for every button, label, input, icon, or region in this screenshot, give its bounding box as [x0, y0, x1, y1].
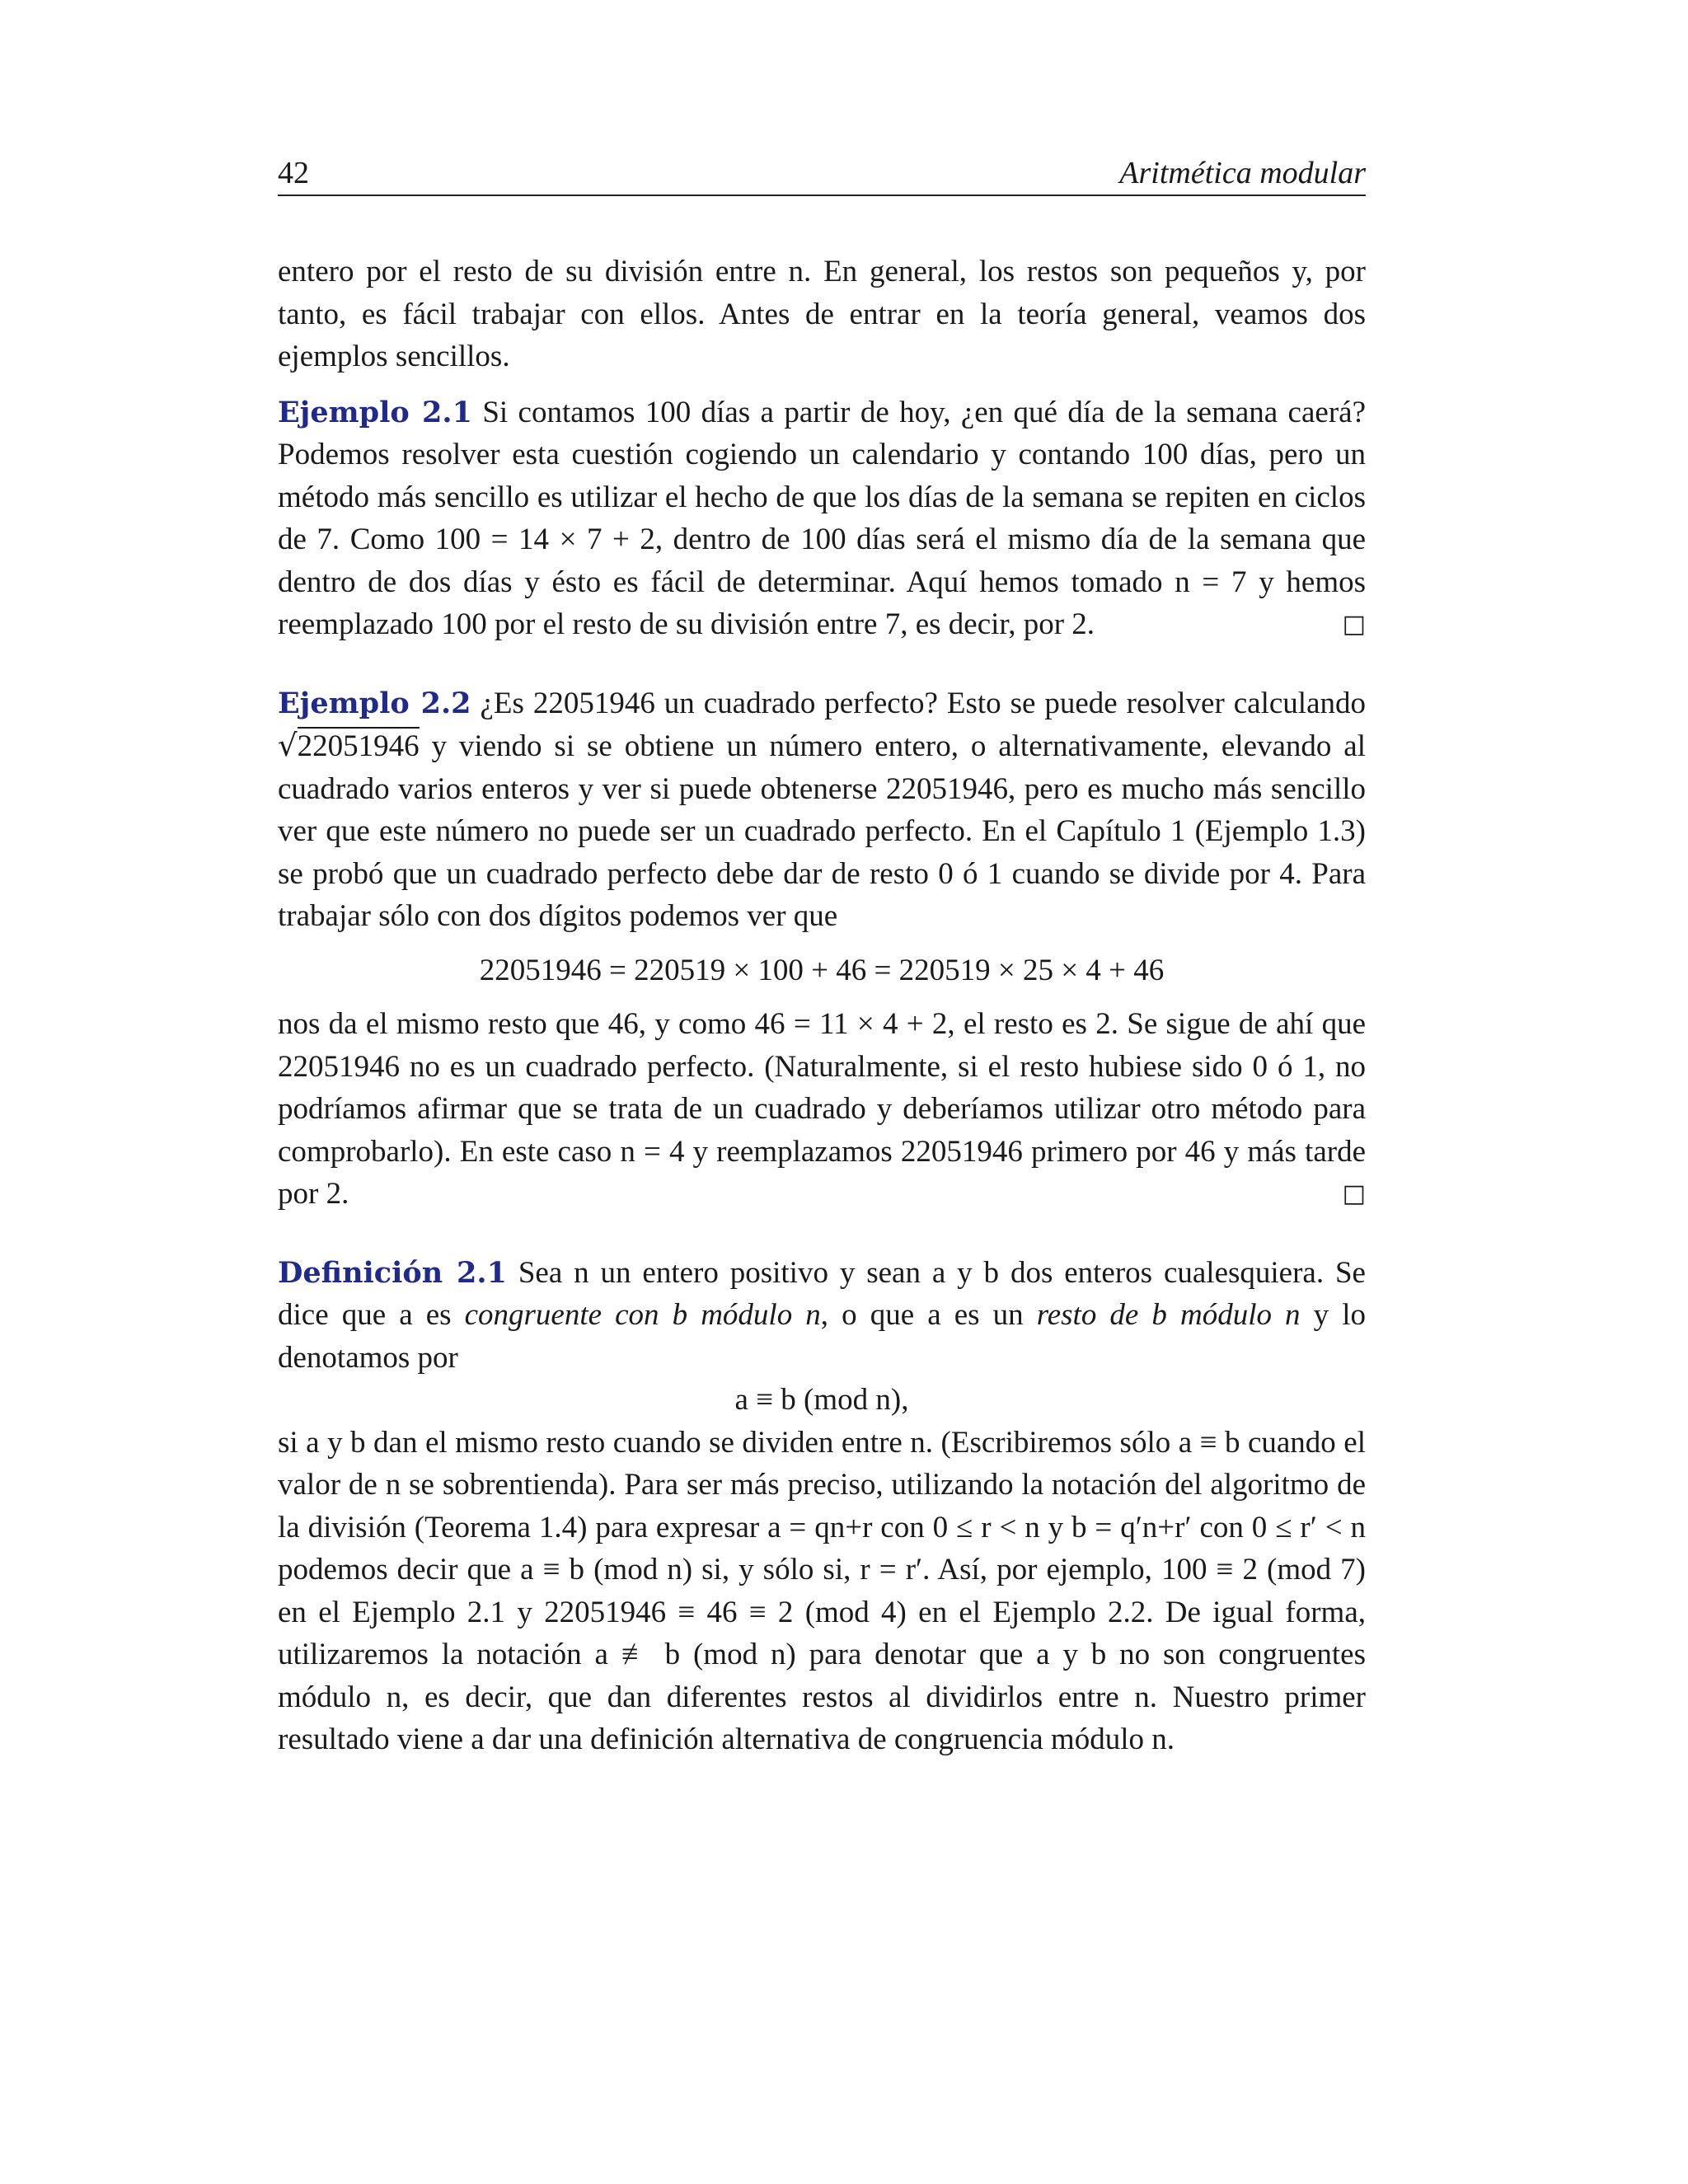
example-2-1-label: Ejemplo 2.1 [278, 395, 472, 429]
radicand: 22051946 [298, 727, 420, 763]
example-2-2-continuation [278, 1003, 1366, 1216]
example-2-2-text-b: y viendo si se obtiene un número entero, o alternativamente, elevando al cuadrado varios enteros y ver si puede obtenerse 22051946, pero es mucho más sencillo ver que este número no puede ser un cuadrado perfecto. En el Capítulo 1 (Ejemplo 1.3) se probó que un cuadrado perfecto debe dar de resto 0 ó 1 cuando se divide por 4. Para trabajar sólo con dos dígitos podemos ver que [278, 729, 1367, 933]
example-2-2-label: Ejemplo 2.2 [278, 686, 471, 720]
definition-text-2: , o que a es un [820, 1298, 1024, 1332]
intro-paragraph: entero por el resto de su división entre n. En general, los restos son pequeños y, por tanto, es fácil trabajar con ellos. Antes de entrar en la teoría general, veamos dos ejemplos sencillos. [278, 255, 1366, 373]
definition-text-3: y lo denotamos por [278, 1298, 1366, 1375]
definition-term-resto: resto de b módulo n [1036, 1298, 1301, 1332]
example-2-2-text-c: nos da el mismo resto que 46, y como 46 = 11 × 4 + 2, el resto es 2. Se sigue de ahí que 22051946 no es un cuadrado perfecto. (Naturalmente, si el resto hubiese sido 0 ó 1, no podríamos afirmar que se trata de un cuadrado y deberíamos utilizar otro método para comprobarlo). En este caso n = 4 y reemplazamos 22051946 primero por 46 y más tarde por 2. [278, 1007, 1366, 1211]
example-2-1-text: Si contamos 100 días a partir de hoy, ¿en qué día de la semana caerá? Podemos resolver esta cuestión cogiendo un calendario y contando 100 días, pero un método más sencillo es utilizar el hecho de que los días de la semana se repiten en ciclos de 7. Como 100 = 14 × 7 + 2, dentro de 100 días será el mismo día de la semana que dentro de dos días y ésto es fácil de determinar. Aquí hemos tomado n = 7 y hemos reemplazado 100 por el resto de su división entre 7, es decir, por 2. [278, 395, 1366, 641]
display-equation-2: a ≡ b (mod n), [734, 1383, 909, 1417]
square-root-expression [278, 729, 420, 763]
definition-text-1: Sea n un entero positivo y sean a y b dos enteros cualesquiera. Se dice que a es [278, 1255, 1366, 1332]
page-number: 42 [278, 156, 309, 190]
example-2-2 [278, 682, 1366, 938]
example-2-2-text-a: ¿Es 22051946 un cuadrado perfecto? Esto se puede resolver calculando [480, 686, 1366, 720]
radical-sign-icon: √ [278, 728, 298, 763]
definition-2-1-label: Definición 2.1 [278, 1255, 507, 1290]
example-2-1 [278, 391, 1366, 646]
definition-2-1 [278, 1252, 1366, 1380]
running-header [278, 153, 1366, 196]
chapter-title: Aritmética modular [1119, 156, 1366, 190]
page [278, 153, 1366, 1761]
display-equation-1: 22051946 = 220519 × 100 + 46 = 220519 × 25 × 4 + 46 [479, 953, 1165, 987]
definition-continuation: si a y b dan el mismo resto cuando se dividen entre n. (Escribiremos sólo a ≡ b cuando el valor de n se sobrentienda). Para ser más preciso, utilizando la notación del algoritmo de la división (Teorema 1.4) para expresar a = qn+r con 0 ≤ r < n y b = q′n+r′ con 0 ≤ r′ < n podemos decir que a ≡ b (mod n) si, y sólo si, r = r′. Así, por ejemplo, 100 ≡ 2 (mod 7) en el Ejemplo 2.1 y 22051946 ≡ 46 ≡ 2 (mod 4) en el Ejemplo 2.2. De igual forma, utilizaremos la notación a ≢ b (mod n) para denotar que a y b no son congruentes módulo n, es decir, que dan diferentes restos al dividirlos entre n. Nuestro primer resultado viene a dar una definición alternativa de congruencia módulo n. [278, 1425, 1366, 1756]
definition-term-congruente: congruente con b módulo n [464, 1298, 821, 1332]
qed-square-icon: □ [1342, 1179, 1366, 1208]
qed-square-icon: □ [1342, 610, 1366, 639]
page-body [278, 251, 1366, 1761]
